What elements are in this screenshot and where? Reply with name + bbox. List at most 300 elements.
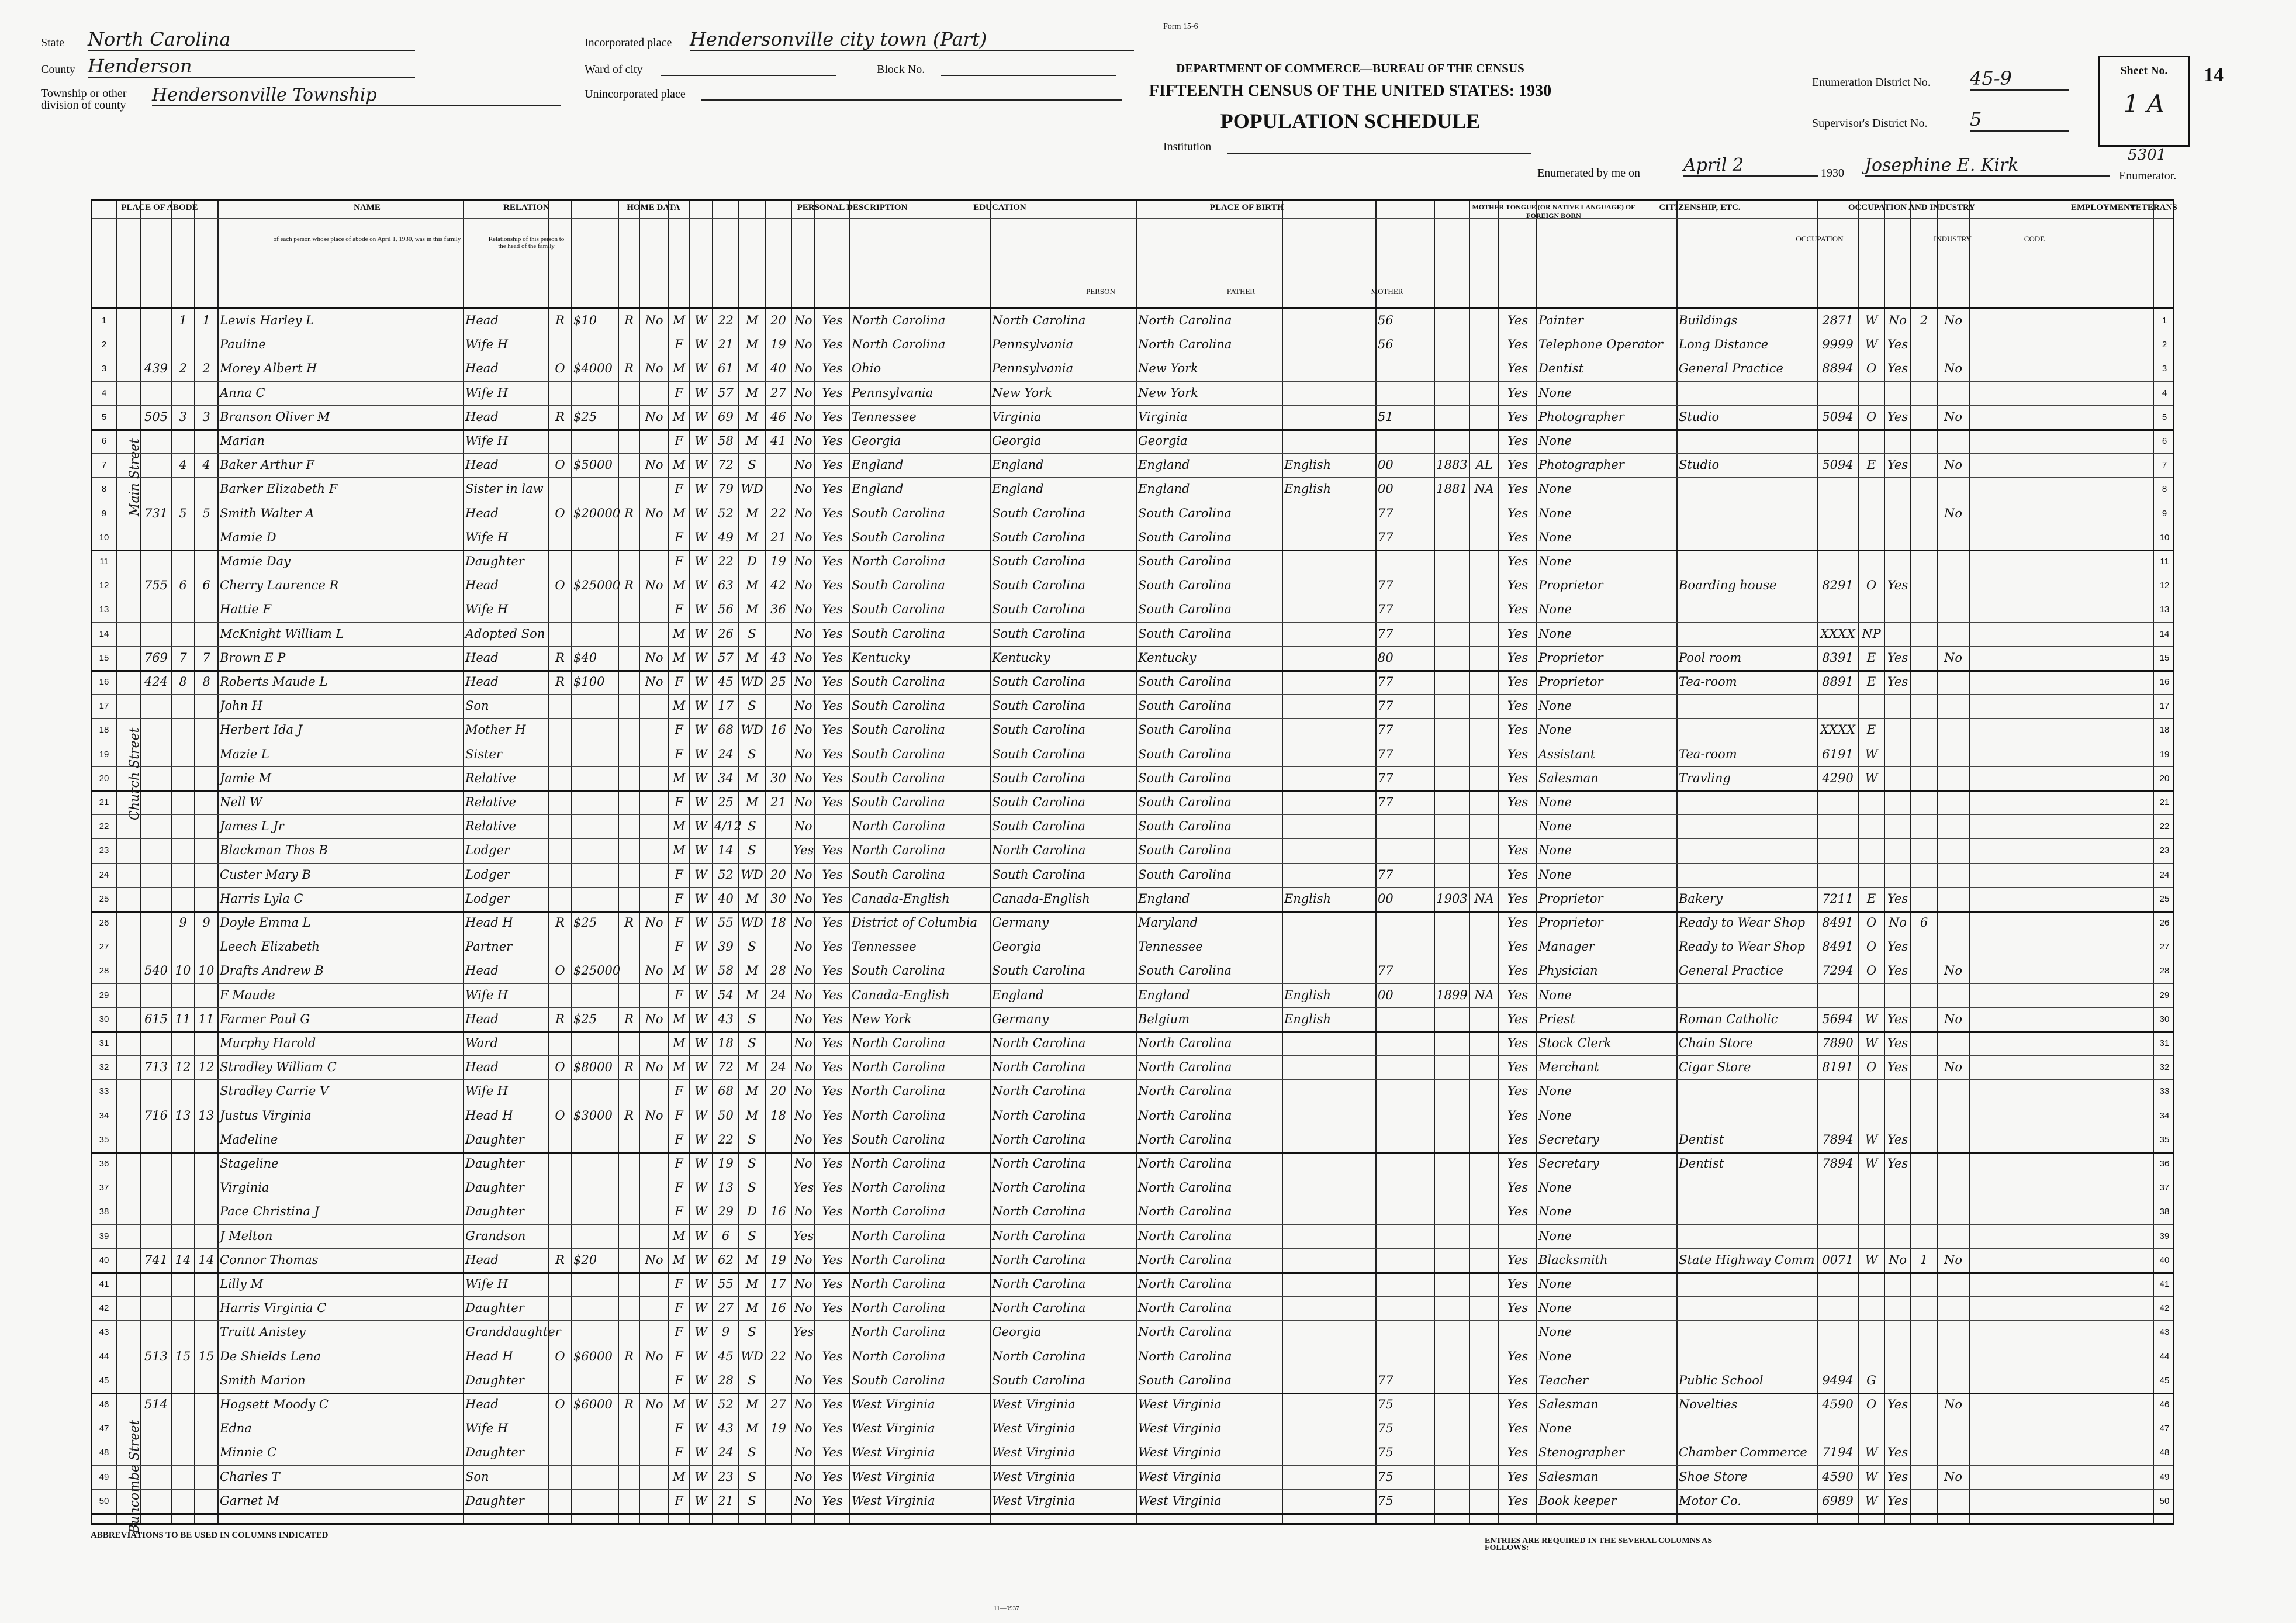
cell-sex: F (675, 940, 683, 954)
line-number: 4 (101, 388, 107, 398)
cell-sch: No (794, 699, 812, 713)
cell-ind (1679, 1106, 1816, 1125)
cell-val (573, 1443, 617, 1462)
cell-farm (641, 1130, 667, 1149)
cell-street (118, 359, 139, 378)
cell-lang (1284, 648, 1374, 668)
cell-fpob: North Carolina (992, 1349, 1086, 1363)
cell-sex: M (672, 1469, 686, 1484)
cell-nat (1471, 1299, 1497, 1318)
cell-val: $4000 (573, 361, 613, 376)
cell-cw: O (1866, 964, 1877, 978)
cell-street (118, 1034, 139, 1053)
cell-own (550, 1202, 570, 1221)
cell-radio: R (624, 1397, 634, 1411)
cell-sch: No (794, 940, 812, 954)
cell-imm (1436, 504, 1468, 523)
cell-pob: North Carolina (852, 1180, 946, 1195)
cell-fam (196, 817, 216, 836)
cell-cw (1860, 600, 1883, 619)
cell-ind (1679, 1322, 1816, 1342)
cell-dwell (173, 1178, 193, 1197)
cell-ind (1679, 841, 1816, 860)
column-divider (1434, 201, 1435, 1523)
cell-age: 6 (721, 1228, 730, 1243)
cell-wk (1913, 408, 1935, 427)
row-rule (92, 381, 2173, 382)
cell-race: W (694, 530, 707, 544)
cell-eng: Yes (1507, 867, 1529, 882)
cell-name: Mazie L (220, 747, 269, 761)
cell-eng: Yes (1507, 337, 1529, 352)
cell-farm (641, 769, 667, 788)
cell-ocode: 9494 (1822, 1373, 1854, 1387)
cell-ind (1679, 1202, 1816, 1221)
cell-work: No (1888, 916, 1907, 930)
cell-race: W (694, 554, 707, 568)
cell-fpob: South Carolina (992, 578, 1085, 593)
cell-ind: Public School (1679, 1373, 1764, 1387)
cell-name: McKnight William L (220, 626, 344, 641)
cell-lang (1284, 1322, 1374, 1342)
cell-age: 62 (718, 1252, 734, 1267)
cell-dwell (173, 431, 193, 451)
cell-age: 18 (718, 1036, 734, 1050)
cell-val: $20 (573, 1252, 597, 1267)
entries-title: ENTRIES ARE REQUIRED IN THE SEVERAL COLUMNS AS FOLLOWS: (1485, 1536, 1713, 1552)
cell-lang (1284, 1491, 1374, 1511)
cell-house: 514 (144, 1397, 168, 1411)
cell-radio (620, 1371, 638, 1390)
cell-read: Yes (822, 1156, 843, 1170)
cell-sex: M (672, 819, 686, 834)
ward-label: Ward of city (585, 63, 643, 76)
cell-lang (1284, 408, 1374, 427)
cell-sch: No (794, 602, 812, 617)
cell-read: Yes (822, 434, 843, 448)
cell-wk (1913, 1443, 1935, 1462)
cell-pob: Georgia (852, 434, 901, 448)
cell-vet: No (1944, 409, 1963, 424)
cell-street (118, 600, 139, 619)
cell-vet: No (1944, 1252, 1963, 1267)
cell-fpob: South Carolina (992, 747, 1085, 761)
cell-imm (1436, 624, 1468, 644)
group-relation: RELATION (503, 203, 549, 212)
cell-mpob: Maryland (1138, 916, 1198, 930)
line-number: 9 (101, 508, 107, 519)
cell-code (1378, 1106, 1433, 1125)
cell-work (1886, 504, 1909, 523)
cell-sch: No (794, 723, 812, 737)
cell-fpob: North Carolina (992, 1084, 1086, 1099)
cell-code (1378, 1130, 1433, 1149)
cell-agem (767, 1178, 790, 1197)
cell-sex: M (672, 313, 686, 327)
cell-agem: 27 (770, 1397, 786, 1411)
cell-work: No (1888, 313, 1907, 327)
line-number: 6 (101, 436, 107, 446)
cell-cw (1860, 1347, 1883, 1366)
cell-dwell (173, 1299, 193, 1318)
cell-street (118, 384, 139, 403)
cell-dwell (173, 528, 193, 547)
cell-sch: No (794, 578, 812, 593)
cell-nat (1471, 720, 1497, 740)
row-rule (92, 1296, 2173, 1297)
cell-wk (1913, 1491, 1935, 1511)
cell-work (1886, 1299, 1909, 1318)
cell-agem: 27 (770, 385, 786, 400)
cell-street (118, 865, 139, 885)
cell-radio (620, 1082, 638, 1101)
cell-race: W (694, 650, 707, 665)
cell-dwell (173, 720, 193, 740)
cell-fam (196, 1491, 216, 1511)
cell-agem: 24 (770, 987, 786, 1002)
cell-farm: No (645, 313, 663, 327)
cell-rel: Lodger (465, 867, 510, 882)
cell-val (573, 937, 617, 956)
cell-sch: No (794, 1421, 812, 1436)
cell-name: Blackman Thos B (220, 843, 328, 858)
cell-ind: Long Distance (1679, 337, 1769, 352)
cell-ind (1679, 504, 1816, 523)
cell-imm (1436, 431, 1468, 451)
cell-val (573, 1130, 617, 1149)
cell-ocode (1819, 1419, 1856, 1438)
cell-street (118, 1178, 139, 1197)
township-value: Hendersonville Township (152, 85, 561, 106)
cell-sch: No (794, 1277, 812, 1291)
cell-ind: Chain Store (1679, 1036, 1753, 1050)
cell-own (550, 335, 570, 354)
cell-dwell (173, 1082, 193, 1101)
cell-read: Yes (822, 1060, 843, 1075)
cell-val (573, 793, 617, 812)
cell-own (550, 384, 570, 403)
cell-read: Yes (822, 1204, 843, 1219)
cell-fam: 10 (198, 964, 215, 978)
cell-fam (196, 1443, 216, 1462)
cell-street (118, 1322, 139, 1342)
cell-ms: S (748, 458, 756, 472)
cell-dwell: 14 (175, 1252, 191, 1267)
cell-work (1886, 745, 1909, 764)
cell-wk (1913, 1178, 1935, 1197)
cell-race: W (694, 940, 707, 954)
cell-cw (1860, 1299, 1883, 1318)
column-divider (1858, 201, 1859, 1523)
cell-cw (1860, 696, 1883, 716)
cell-vet: No (1944, 313, 1963, 327)
cell-fpob: South Carolina (992, 506, 1085, 520)
cell-radio (620, 817, 638, 836)
cell-ocode: XXXX (1820, 626, 1855, 641)
cell-street (118, 552, 139, 571)
cell-ocode (1819, 1178, 1856, 1197)
cell-fam (196, 335, 216, 354)
cell-work: Yes (1887, 1132, 1908, 1147)
cell-farm (641, 1034, 667, 1053)
cell-vet (1939, 479, 1967, 499)
cell-fam: 11 (198, 1011, 215, 1026)
cell-sch: No (794, 650, 812, 665)
cell-cw: O (1866, 361, 1877, 376)
cell-imm (1436, 1178, 1468, 1197)
cell-street (118, 1275, 139, 1294)
cell-name: Hattie F (220, 602, 272, 617)
cell-name: F Maude (220, 987, 275, 1002)
cell-house (143, 889, 170, 909)
cell-fam (196, 1275, 216, 1294)
cell-ms: M (745, 771, 759, 785)
cell-dwell: 7 (179, 650, 187, 665)
cell-mpob: South Carolina (1138, 699, 1232, 713)
township-label: Township or other division of county (41, 87, 127, 112)
cell-sex: M (672, 650, 686, 665)
cell-wk (1913, 672, 1935, 692)
cell-ind (1679, 384, 1816, 403)
cell-sch: No (794, 1301, 812, 1315)
cell-ms: S (748, 699, 756, 713)
cell-eng: Yes (1507, 409, 1529, 424)
cell-occ: None (1538, 1204, 1572, 1219)
cell-read (817, 1322, 848, 1342)
cell-nat (1471, 576, 1497, 595)
cell-age: 28 (718, 1373, 734, 1387)
cell-occ: Painter (1538, 313, 1583, 327)
cell-street (118, 1227, 139, 1246)
cell-race: W (694, 1204, 707, 1219)
cell-fpob: North Carolina (992, 1036, 1086, 1050)
cell-fpob: Pennsylvania (992, 361, 1074, 376)
cell-nat: AL (1475, 458, 1493, 472)
cell-farm (641, 1227, 667, 1246)
cell-radio (620, 1130, 638, 1149)
cell-code: 77 (1378, 602, 1393, 617)
cell-val (573, 841, 617, 860)
cell-fpob: England (992, 987, 1044, 1002)
cell-code (1378, 1202, 1433, 1221)
cell-house (143, 455, 170, 475)
line-number-right: 1 (2162, 316, 2167, 326)
cell-read: Yes (822, 578, 843, 593)
cell-name: Drafts Andrew B (220, 964, 324, 978)
cell-ocode: 7894 (1822, 1156, 1854, 1170)
cell-code: 77 (1378, 506, 1393, 520)
cell-sex: F (675, 337, 683, 352)
unincorporated-value-line (701, 99, 1122, 101)
cell-lang (1284, 1202, 1374, 1221)
cell-pob: England (852, 482, 904, 496)
cell-sch: No (794, 385, 812, 400)
cell-farm: No (645, 458, 663, 472)
cell-imm (1436, 769, 1468, 788)
cell-name: Connor Thomas (220, 1252, 319, 1267)
cell-nat (1471, 504, 1497, 523)
cell-vet (1939, 1299, 1967, 1318)
cell-wk (1913, 1106, 1935, 1125)
line-number: 45 (99, 1375, 109, 1386)
cell-age: 52 (718, 506, 734, 520)
cell-ms: M (745, 1277, 759, 1291)
cell-lang (1284, 624, 1374, 644)
cell-pob: District of Columbia (852, 916, 978, 930)
group-name: NAME (354, 203, 381, 212)
cell-occ: None (1538, 843, 1572, 858)
cell-sch: No (794, 964, 812, 978)
line-number: 34 (99, 1110, 109, 1121)
group-home-data: HOME DATA (627, 203, 680, 212)
cell-ind: Shoe Store (1679, 1469, 1748, 1484)
cell-wk (1913, 889, 1935, 909)
column-divider (1969, 201, 1970, 1523)
cell-code: 75 (1378, 1397, 1393, 1411)
cell-cw (1860, 1178, 1883, 1197)
cell-wk (1913, 1347, 1935, 1366)
cell-rel: Lodger (465, 843, 510, 858)
cell-agem: 42 (770, 578, 786, 593)
line-number: 11 (99, 557, 109, 567)
cell-fam: 4 (202, 458, 210, 472)
cell-wk (1913, 961, 1935, 980)
cell-val (573, 384, 617, 403)
cell-house (143, 600, 170, 619)
cell-imm (1436, 913, 1468, 933)
cell-dwell (173, 552, 193, 571)
cell-radio (620, 1178, 638, 1197)
row-rule (92, 863, 2173, 864)
row-rule (92, 622, 2173, 623)
row-rule (92, 646, 2173, 647)
cell-age: 45 (718, 675, 734, 689)
cell-cw (1860, 1202, 1883, 1221)
cell-code (1378, 384, 1433, 403)
cell-sch: Yes (793, 1228, 814, 1243)
cell-age: 22 (718, 1132, 734, 1147)
cell-read: Yes (822, 1011, 843, 1026)
cell-vet (1939, 552, 1967, 571)
cell-pob: North Carolina (852, 843, 946, 858)
cell-read: Yes (822, 530, 843, 544)
cell-fpob: Canada-English (992, 891, 1090, 906)
cell-nat (1471, 624, 1497, 644)
enum-district-value: 45-9 (1970, 67, 2069, 91)
cell-fpob: Germany (992, 916, 1049, 930)
cell-radio (620, 600, 638, 619)
cell-agem: 19 (770, 1421, 786, 1436)
cell-fpob: South Carolina (992, 771, 1085, 785)
line-number-right: 36 (2159, 1159, 2170, 1169)
cell-sex: F (675, 916, 683, 930)
cell-cw: G (1866, 1373, 1876, 1387)
cell-occ: Book keeper (1538, 1493, 1617, 1508)
line-number-right: 10 (2159, 532, 2170, 543)
cell-race: W (694, 916, 707, 930)
cell-imm (1436, 384, 1468, 403)
cell-fam (196, 793, 216, 812)
cell-ocode: 8491 (1822, 916, 1854, 930)
row-rule (92, 1152, 2173, 1154)
cell-lang (1284, 528, 1374, 547)
group-education: EDUCATION (973, 203, 1026, 212)
cell-eng: Yes (1507, 916, 1529, 930)
cell-own (550, 552, 570, 571)
cell-rel: Head (465, 313, 499, 327)
cell-eng: Yes (1507, 458, 1529, 472)
cell-cw (1860, 384, 1883, 403)
cell-code (1378, 841, 1433, 860)
cell-ms: WD (741, 675, 763, 689)
line-number-right: 40 (2159, 1255, 2170, 1265)
cell-imm (1436, 720, 1468, 740)
cell-own (550, 986, 570, 1005)
cell-own (550, 1322, 570, 1342)
cell-own: R (555, 1011, 565, 1026)
cell-name: Branson Oliver M (220, 409, 330, 424)
column-divider (1910, 201, 1911, 1523)
cell-pob: North Carolina (852, 1060, 946, 1075)
cell-rel: Head (465, 1060, 499, 1075)
cell-rel: Head (465, 675, 499, 689)
cell-house (143, 1275, 170, 1294)
cell-code (1378, 1010, 1433, 1029)
group-place-of-abode: PLACE OF ABODE (121, 203, 198, 212)
father-column-head: FATHER (1226, 287, 1256, 296)
line-number: 16 (99, 677, 109, 687)
cell-mpob: North Carolina (1138, 1156, 1232, 1170)
column-divider (1469, 201, 1470, 1523)
county-value: Henderson (88, 55, 415, 78)
cell-imm (1436, 408, 1468, 427)
cell-mpob: North Carolina (1138, 1084, 1232, 1099)
cell-ind: General Practice (1679, 361, 1783, 376)
cell-name: Pauline (220, 337, 266, 352)
cell-radio (620, 1154, 638, 1173)
cell-cw (1860, 1322, 1883, 1342)
line-number: 35 (99, 1134, 109, 1145)
cell-nat (1471, 1227, 1497, 1246)
cell-eng: Yes (1507, 650, 1529, 665)
cell-ind: General Practice (1679, 964, 1783, 978)
cell-ocode: 5094 (1822, 409, 1854, 424)
cell-ms: S (748, 1469, 756, 1484)
cell-lang (1284, 1227, 1374, 1246)
cell-work: Yes (1887, 1469, 1908, 1484)
cell-race: W (694, 626, 707, 641)
line-number: 18 (99, 725, 109, 735)
cell-sex: F (675, 723, 683, 737)
cell-rel: Head (465, 1252, 499, 1267)
cell-agem (767, 1010, 790, 1029)
cell-sex: M (672, 1060, 686, 1075)
cell-nat (1471, 552, 1497, 571)
cell-ind (1679, 817, 1816, 836)
cell-imm (1436, 1082, 1468, 1101)
unincorporated-label: Unincorporated place (585, 88, 686, 101)
cell-fam (196, 1178, 216, 1197)
cell-name: Herbert Ida J (220, 723, 303, 737)
cell-work (1886, 552, 1909, 571)
cell-own (550, 1130, 570, 1149)
cell-vet (1939, 600, 1967, 619)
cell-code (1378, 937, 1433, 956)
row-rule (92, 887, 2173, 888)
cell-name: Pace Christina J (220, 1204, 319, 1219)
cell-name: Baker Arthur F (220, 458, 314, 472)
enumerator-label: Enumerator. (2119, 170, 2177, 182)
